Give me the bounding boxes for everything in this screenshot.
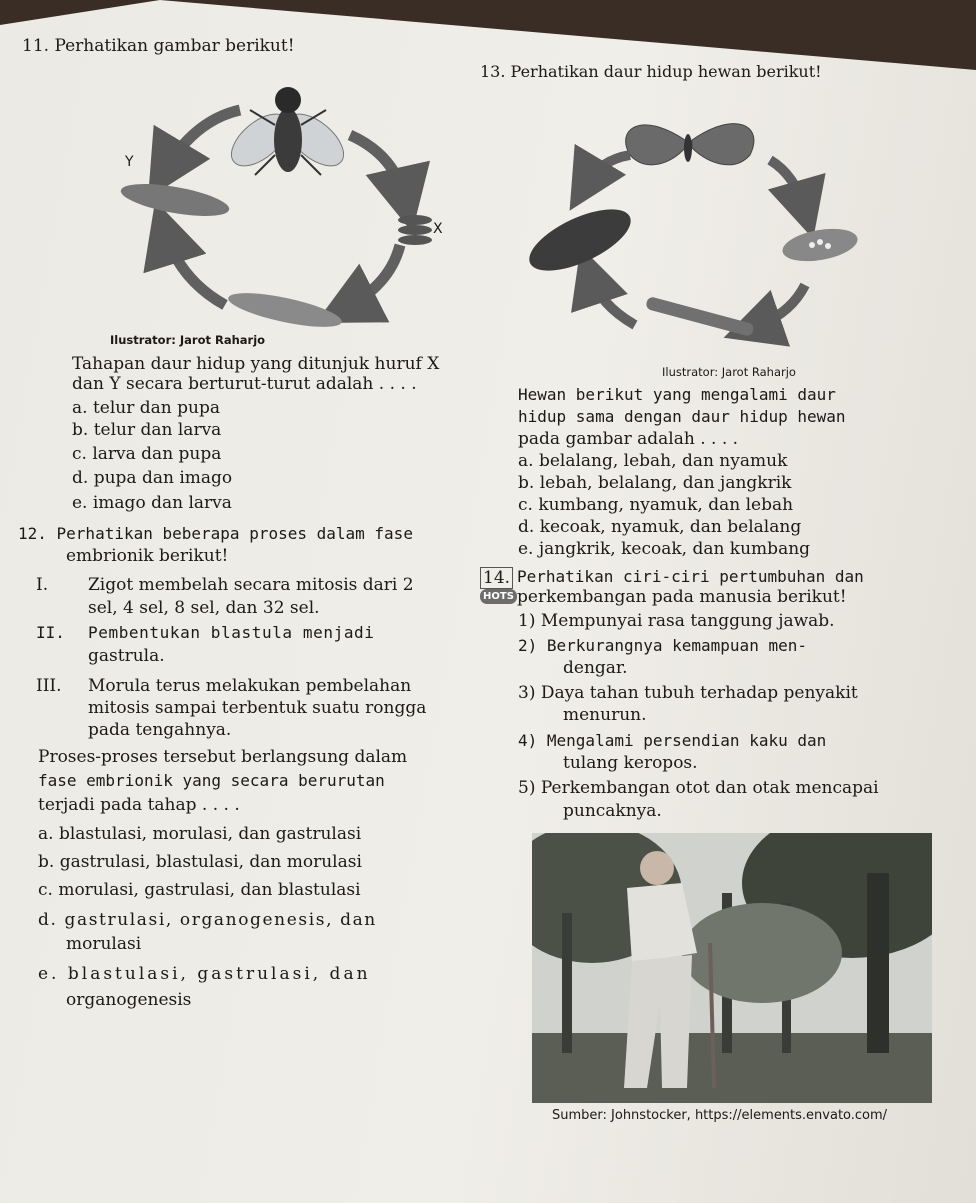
fly-life-cycle-diagram [110, 70, 470, 340]
pupa-icon [226, 286, 344, 334]
q12-statement-numeral: I. [36, 575, 49, 595]
hots-badge: HOTS [480, 589, 517, 604]
eggs-on-leaf-icon [780, 224, 860, 267]
q12-heading: embrionik berikut! [66, 546, 229, 566]
label-y: Y [125, 154, 134, 170]
q14-heading: Perhatikan ciri-ciri pertumbuhan dan [517, 567, 864, 586]
q11-heading: 11. Perhatikan gambar berikut! [22, 36, 295, 56]
q11-option-c: c. larva dan pupa [72, 444, 222, 464]
q12-statement: Morula terus melakukan pembelahan [88, 676, 412, 696]
q14-item: 4) Mengalami persendian kaku dan [518, 731, 827, 750]
q12-question-line: terjadi pada tahap . . . . [38, 795, 240, 815]
adult-fly-icon [222, 87, 352, 176]
q14-heading: perkembangan pada manusia berikut! [517, 587, 847, 607]
arrow-icon [165, 232, 225, 305]
q12-option-b: b. gastrulasi, blastulasi, dan morulasi [38, 852, 362, 872]
q14-item: dengar. [563, 658, 628, 678]
q14-item: 1) Mempunyai rasa tanggung jawab. [518, 611, 835, 631]
q11-question-line: dan Y secara berturut-turut adalah . . . . [72, 374, 417, 394]
pupa-icon [521, 197, 639, 283]
q13-question-line: Hewan berikut yang mengalami daur [518, 385, 836, 404]
q14-item: 5) Perkembangan otot dan otak mencapai [518, 778, 879, 798]
q13-heading: 13. Perhatikan daur hidup hewan berikut! [480, 62, 822, 81]
caterpillar-icon [645, 296, 755, 337]
q12-option-d: morulasi [66, 934, 142, 954]
q12-statement: gastrula. [88, 646, 165, 666]
q13-option-d: d. kecoak, nyamuk, dan belalang [518, 517, 802, 537]
arrow-icon [165, 110, 240, 170]
q12-statement: pada tengahnya. [88, 720, 232, 740]
label-x: X [433, 221, 443, 237]
arrow-icon [350, 135, 405, 200]
q14-item: menurun. [563, 705, 647, 725]
q13-illustrator-credit: Ilustrator: Jarot Raharjo [662, 365, 796, 379]
q12-statement: mitosis sampai terbentuk suatu rongga [88, 698, 427, 718]
q12-option-e: organogenesis [66, 990, 192, 1010]
q12-statement: sel, 4 sel, 8 sel, dan 32 sel. [88, 598, 320, 618]
q13-question-line: pada gambar adalah . . . . [518, 429, 739, 449]
q11-question-line: Tahapan daur hidup yang ditunjuk huruf X [72, 354, 440, 374]
arrow-icon [590, 275, 635, 325]
q13-option-a: a. belalang, lebah, dan nyamuk [518, 451, 788, 471]
q12-statement-numeral: III. [36, 676, 62, 696]
q13-question-line: hidup sama dengan daur hidup hewan [518, 407, 846, 426]
q11-illustrator-credit: Ilustrator: Jarot Raharjo [110, 333, 266, 347]
q13-option-b: b. lebah, belalang, dan jangkrik [518, 473, 792, 493]
q12-statement-numeral: II. [36, 623, 65, 642]
arrow-icon [585, 155, 630, 185]
arrow-icon [345, 245, 400, 308]
q13-option-e: e. jangkrik, kecoak, dan kumbang [518, 539, 811, 559]
photo-source-credit: Sumber: Johnstocker, https://elements.envato.com/ [552, 1108, 888, 1123]
q14-item: 3) Daya tahan tubuh terhadap penyakit [518, 683, 858, 703]
arrow-icon [770, 160, 805, 210]
butterfly-life-cycle-diagram [520, 100, 870, 360]
eggs-icon [398, 215, 432, 245]
q14-item: puncaknya. [563, 801, 662, 821]
q12-heading: 12. Perhatikan beberapa proses dalam fase [18, 524, 413, 543]
butterfly-icon [626, 124, 754, 165]
q12-option-c: c. morulasi, gastrulasi, dan blastulasi [38, 880, 361, 900]
q13-option-c: c. kumbang, nyamuk, dan lebah [518, 495, 794, 515]
q11-option-b: b. telur dan larva [72, 420, 222, 440]
q11-option-a: a. telur dan pupa [72, 398, 220, 418]
q12-option-d: d. gastrulasi, organogenesis, dan [38, 910, 377, 930]
arrow-icon [752, 285, 805, 328]
q12-question-line: fase embrionik yang secara berurutan [38, 771, 385, 790]
q12-option-a: a. blastulasi, morulasi, dan gastrulasi [38, 824, 362, 844]
q12-option-e: e. blastulasi, gastrulasi, dan [38, 964, 371, 984]
q11-option-d: d. pupa dan imago [72, 468, 233, 488]
q12-statement: Zigot membelah secara mitosis dari 2 [88, 575, 414, 595]
larva-icon [119, 178, 232, 223]
q12-statement: Pembentukan blastula menjadi [88, 623, 375, 642]
q11-option-e: e. imago dan larva [72, 493, 232, 513]
q12-question-line: Proses-proses tersebut berlangsung dalam [38, 747, 408, 767]
q14-number: 14. [480, 567, 513, 589]
q14-item: tulang keropos. [563, 753, 698, 773]
elderly-man-photo [532, 833, 932, 1103]
q14-item: 2) Berkurangnya kemampuan men- [518, 636, 807, 655]
